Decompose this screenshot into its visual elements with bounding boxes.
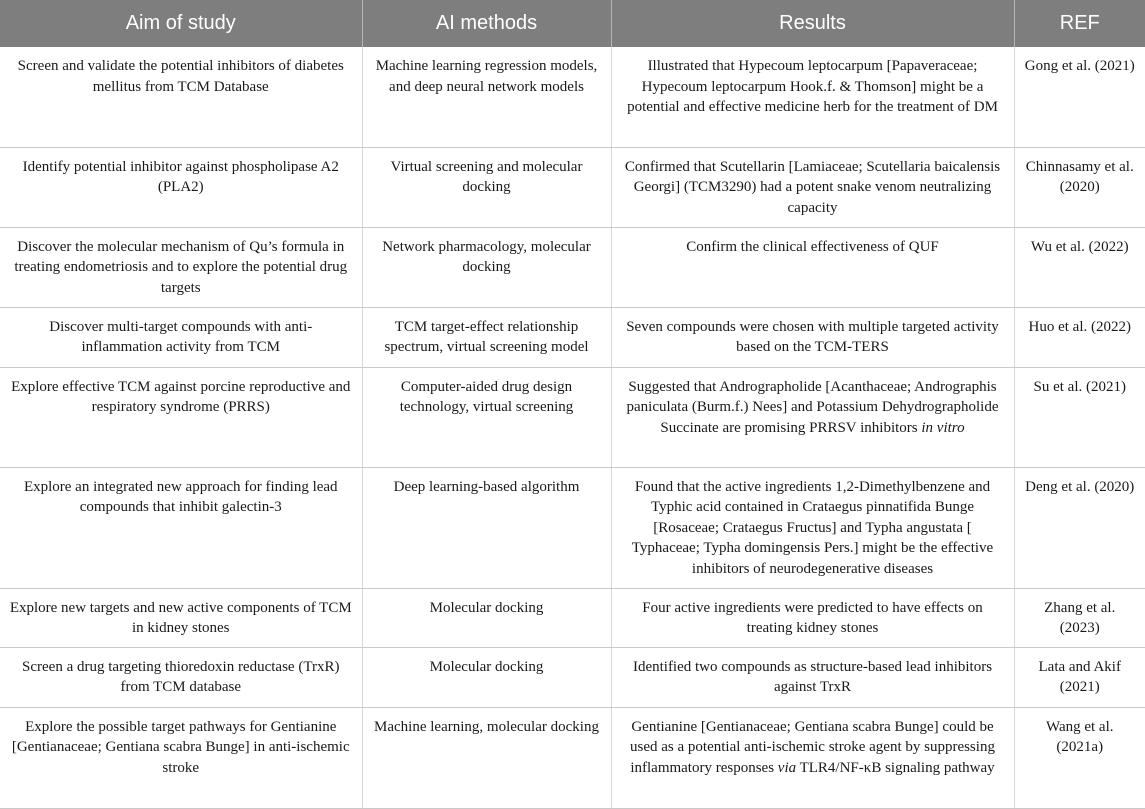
cell-results: Found that the active ingredients 1,2-Dimethylbenzene and Typhic acid contained in Crataegus pinnatifida Bunge [Rosaceae; Crataegus Fructus] and Typha angustata [ Typhaceae; Typha domingensis Pers.] might be the effective inhibitors of neurodegenerative diseases xyxy=(611,467,1014,588)
cell-methods: Molecular docking xyxy=(362,588,611,647)
results-text: Gentianine [Gentianaceae; Gentiana scabra Bunge] could be used as a potential anti-ischemic stroke agent by suppressing inflammatory responses xyxy=(630,718,995,776)
cell-methods: TCM target-effect relationship spectrum, virtual screening model xyxy=(362,307,611,367)
cell-aim: Screen and validate the potential inhibitors of diabetes mellitus from TCM Database xyxy=(0,47,362,147)
cell-ref: Su et al. (2021) xyxy=(1014,367,1145,467)
cell-methods: Computer-aided drug design technology, virtual screening xyxy=(362,367,611,467)
cell-ref: Lata and Akif (2021) xyxy=(1014,647,1145,707)
cell-ref: Deng et al. (2020) xyxy=(1014,467,1145,588)
cell-ref: Zhang et al. (2023) xyxy=(1014,588,1145,647)
cell-ref: Wang et al. (2021a) xyxy=(1014,707,1145,808)
cell-aim: Explore effective TCM against porcine reproductive and respiratory syndrome (PRRS) xyxy=(0,367,362,467)
cell-ref: Chinnasamy et al. (2020) xyxy=(1014,147,1145,227)
results-text: Suggested that Andrographolide [Acanthaceae; Andrographis paniculata (Burm.f.) Nees] and Potassium Dehydrographolide Succinate are promising PRRSV inhibitors xyxy=(626,378,999,436)
cell-results: Illustrated that Hypecoum leptocarpum [Papaveraceae; Hypecoum leptocarpum Hook.f. & Thomson] might be a potential and effective medicine herb for the treatment of DM xyxy=(611,47,1014,147)
cell-results: Seven compounds were chosen with multiple targeted activity based on the TCM-TERS xyxy=(611,307,1014,367)
table-row xyxy=(0,227,1145,307)
cell-ref: Wu et al. (2022) xyxy=(1014,227,1145,307)
cell-aim: Identify potential inhibitor against phospholipase A2 (PLA2) xyxy=(0,147,362,227)
table-row xyxy=(0,707,1145,808)
results-text-end: TLR4/NF-κB signaling pathway xyxy=(796,759,995,776)
cell-aim: Explore an integrated new approach for finding lead compounds that inhibit galectin-3 xyxy=(0,467,362,588)
table-row xyxy=(0,588,1145,647)
header-aim: Aim of study xyxy=(0,0,362,47)
cell-aim: Discover multi-target compounds with anti-inflammation activity from TCM xyxy=(0,307,362,367)
cell-aim: Discover the molecular mechanism of Qu’s formula in treating endometriosis and to explore the potential drug targets xyxy=(0,227,362,307)
cell-aim: Explore new targets and new active components of TCM in kidney stones xyxy=(0,588,362,647)
cell-aim: Screen a drug targeting thioredoxin reductase (TrxR) from TCM database xyxy=(0,647,362,707)
cell-ref: Gong et al. (2021) xyxy=(1014,47,1145,147)
table-row xyxy=(0,647,1145,707)
header-results: Results xyxy=(611,0,1014,47)
cell-ref: Huo et al. (2022) xyxy=(1014,307,1145,367)
results-italic: via xyxy=(777,759,797,776)
cell-methods: Deep learning-based algorithm xyxy=(362,467,611,588)
cell-methods: Machine learning regression models, and deep neural network models xyxy=(362,47,611,147)
cell-results: Confirmed that Scutellarin [Lamiaceae; Scutellaria baicalensis Georgi] (TCM3290) had a potent snake venom neutralizing capacity xyxy=(611,147,1014,227)
cell-results: Confirm the clinical effectiveness of QUF xyxy=(611,227,1014,307)
table-header xyxy=(0,0,1145,47)
cell-methods: Machine learning, molecular docking xyxy=(362,707,611,808)
cell-results: Identified two compounds as structure-based lead inhibitors against TrxR xyxy=(611,647,1014,707)
header-row xyxy=(0,0,1145,47)
cell-results xyxy=(611,367,1014,467)
cell-aim: Explore the possible target pathways for Gentianine [Gentianaceae; Gentiana scabra Bunge] in anti-ischemic stroke xyxy=(0,707,362,808)
cell-results xyxy=(611,707,1014,808)
table-row xyxy=(0,147,1145,227)
cell-methods: Network pharmacology, molecular docking xyxy=(362,227,611,307)
results-italic: in vitro xyxy=(921,419,965,436)
table-row xyxy=(0,467,1145,588)
cell-methods: Molecular docking xyxy=(362,647,611,707)
table-row xyxy=(0,367,1145,467)
cell-results: Four active ingredients were predicted to have effects on treating kidney stones xyxy=(611,588,1014,647)
table-row xyxy=(0,307,1145,367)
header-ref: REF xyxy=(1014,0,1145,47)
table-body xyxy=(0,47,1145,808)
header-methods: AI methods xyxy=(362,0,611,47)
cell-methods: Virtual screening and molecular docking xyxy=(362,147,611,227)
table-row xyxy=(0,47,1145,147)
